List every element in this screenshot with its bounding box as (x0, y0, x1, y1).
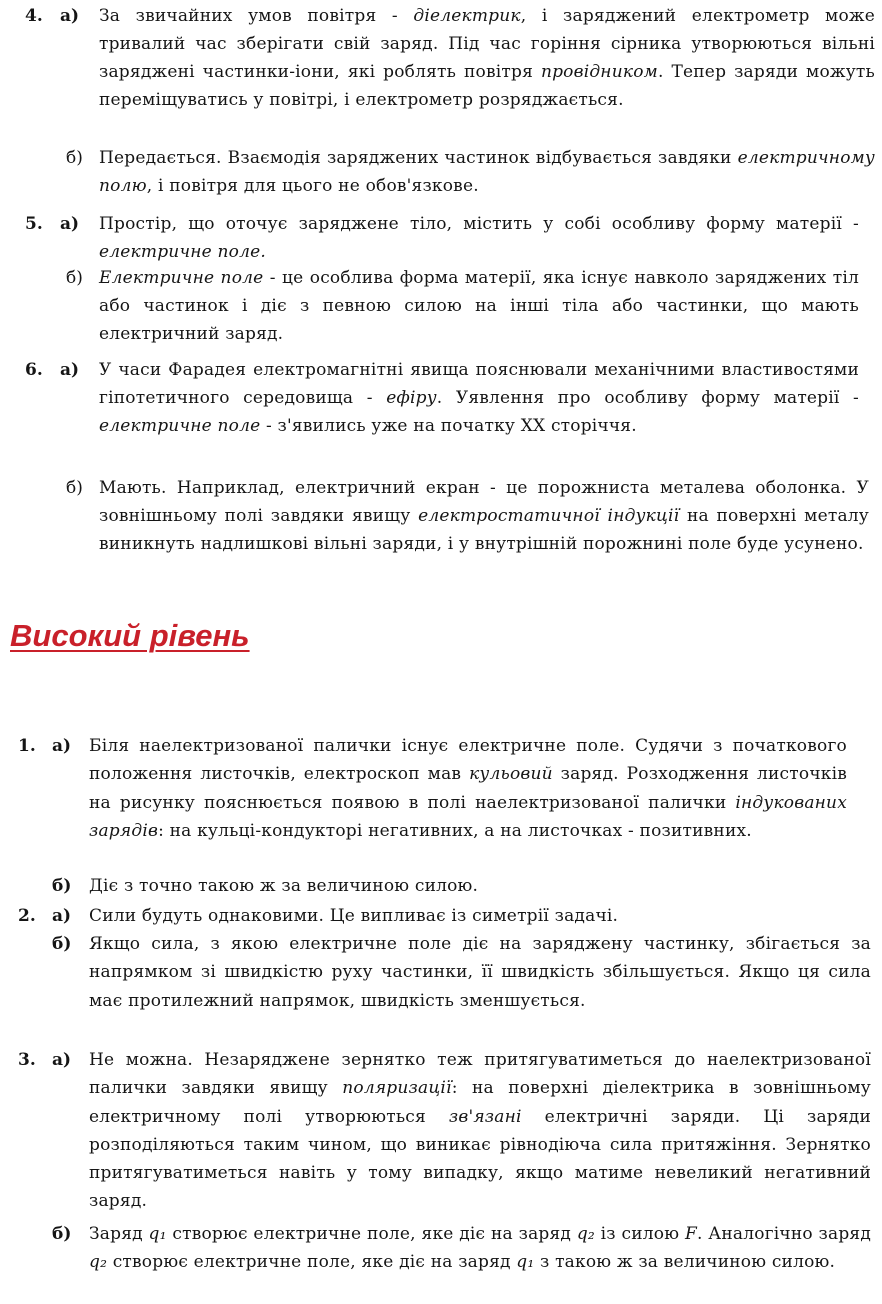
text-segment: створює електричне поле, яке діє на заряд (107, 1252, 517, 1273)
text-segment: Передається. Взаємодія заряджених частинок відбувається завдяки (99, 148, 738, 168)
question-4a-text (99, 2, 875, 114)
question-2a-label: а) (52, 906, 72, 926)
text-segment: Діє з точно такою ж за величиною силою. (89, 876, 479, 896)
text-segment: - це особлива форма матерії, яка існує навколо заряджених тіл або частинок і діє з певною силою на інші тіла або частинки, що мають електричний заряд. (99, 268, 859, 344)
text-segment: , і повітря для цього не обов'язкове. (146, 176, 479, 196)
emphasized-term: електричному полю (99, 148, 875, 196)
question-3b-text (89, 1220, 871, 1277)
emphasized-term: q₂ (576, 1224, 595, 1244)
question-4a-label: а) (60, 6, 80, 26)
text-segment: заряд. Розходження листочків на рисунку пояснюється появою в полі наелектризованої палички (89, 764, 847, 813)
question-5-number: 5. (25, 214, 43, 234)
question-3a-label: а) (52, 1050, 72, 1070)
text-segment: Заряд (89, 1224, 149, 1244)
emphasized-term: зв'язані (448, 1106, 522, 1127)
text-segment: електричні заряди. Ці заряди розподіляються таким чином, що виникає рівнодіюча сила притяжіння. Зернятко притягуватиметься навіть у тому випадку, якщо матиме невеликий негативний заряд. (89, 1106, 871, 1212)
text-segment: із силою (594, 1224, 685, 1244)
emphasized-term: електростатичної індукції (418, 506, 680, 526)
question-1-number: 1. (18, 736, 36, 756)
emphasized-term: провідником (540, 62, 658, 82)
question-3-number: 3. (18, 1050, 36, 1070)
question-1a-label: а) (52, 736, 72, 756)
question-3a-text (89, 1046, 871, 1216)
question-5b-label: б) (66, 268, 83, 288)
question-1a-text (89, 732, 847, 845)
question-1b-label: б) (52, 876, 72, 896)
question-5a-text (99, 210, 859, 266)
text-segment: . Тепер заряди можуть переміщуватись у повітрі, і електрометр розряджається. (99, 62, 875, 110)
emphasized-term: електричне поле. (99, 242, 266, 262)
emphasized-term: F (684, 1224, 697, 1244)
text-segment: . Аналогічно заряд (696, 1224, 872, 1244)
text-segment: : на поверхні діелектрика в зовнішньому електричному полі утворюються (89, 1078, 871, 1127)
text-segment: з такою ж за величиною силою. (534, 1252, 836, 1273)
section-heading: Високий рівень (10, 618, 250, 653)
text-segment: Біля наелектризованої палички існує електричне поле. Судячи з початкового положення листочків, електроскоп мав (89, 736, 847, 785)
question-4b-label: б) (66, 148, 83, 168)
text-segment: Простір, що оточує заряджене тіло, містить у собі особливу форму матерії - (99, 214, 859, 234)
text-segment: - з'явились уже на початку XX сторіччя. (260, 416, 637, 436)
emphasized-term: поляризації (342, 1078, 452, 1099)
question-6b-label: б) (66, 478, 83, 498)
emphasized-term: кульовий (469, 764, 553, 785)
question-3b-label: б) (52, 1224, 72, 1244)
emphasized-term: діелектрик (413, 6, 521, 26)
text-segment: Мають. Наприклад, електричний екран - це порожниста металева оболонка. У зовнішньому полі завдяки явищу (99, 478, 869, 526)
emphasized-term: q₂ (89, 1252, 108, 1273)
question-5b-text (99, 264, 859, 348)
emphasized-term: індукованих зарядів (89, 792, 847, 841)
question-4b-text (99, 144, 875, 200)
text-segment: Якщо сила, з якою електричне поле діє на заряджену частинку, збігається за напрямком зі швидкістю руху частинки, її швидкість збільшується. Якщо ця сила має протилежний напрямок, швидкість зменшується. (89, 934, 871, 1011)
question-6-number: 6. (25, 360, 43, 380)
text-segment: Не можна. Незаряджене зернятко теж притягуватиметься до наелектризованої палички завдяки явищу (89, 1050, 871, 1099)
question-6b-text (99, 474, 869, 558)
emphasized-term: q₁ (148, 1224, 167, 1244)
question-2a-text (89, 902, 869, 930)
question-6a-text (99, 356, 859, 440)
text-segment: : на кульці-кондукторі негативних, а на листочках - позитивних. (158, 820, 752, 841)
emphasized-term: електричне поле (99, 416, 261, 436)
text-segment: Сили будуть однаковими. Це випливає із симетрії задачі. (89, 906, 619, 926)
question-4-number: 4. (25, 6, 43, 26)
text-segment: . Уявлення про особливу форму матерії - (436, 388, 859, 408)
text-segment: , і заряджений електрометр може тривалий час зберігати свій заряд. Під час горіння сірника утворюються вільні заряджені частинки-іони, які роблять повітря (99, 6, 875, 82)
text-segment: на поверхні металу виникнуть надлишкові вільні заряди, і у внутрішній порожнині поле буде усунено. (99, 506, 870, 554)
question-2b-label: б) (52, 934, 72, 954)
question-6a-label: а) (60, 360, 80, 380)
question-2-number: 2. (18, 906, 36, 926)
text-segment: У часи Фарадея електромагнітні явища пояснювали механічними властивостями гіпотетичного середовища - (99, 360, 859, 408)
emphasized-term: ефіру (386, 388, 437, 408)
question-5a-label: а) (60, 214, 80, 234)
emphasized-term: Електричне поле (99, 268, 264, 288)
text-segment: За звичайних умов повітря - (99, 6, 414, 26)
question-1b-text (89, 872, 847, 900)
text-segment: створює електричне поле, яке діє на заряд (166, 1224, 577, 1244)
emphasized-term: q₁ (516, 1252, 535, 1273)
question-2b-text (89, 930, 871, 1015)
